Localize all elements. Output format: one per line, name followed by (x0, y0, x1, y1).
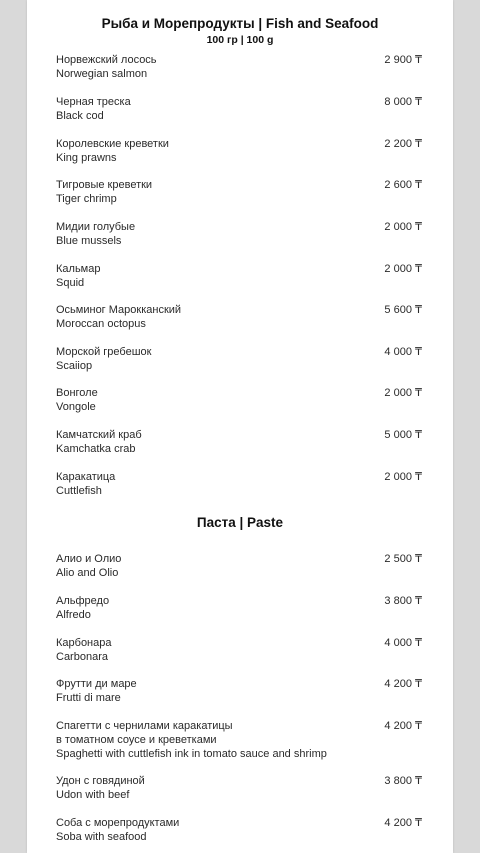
item-price: 5 600 ₸ (384, 304, 422, 316)
section-subtitle-portion: 100 гр | 100 g (206, 34, 274, 46)
menu-item-soba-seafood (56, 816, 422, 844)
item-price: 2 000 ₸ (384, 471, 422, 483)
item-name-en: Squid (56, 277, 85, 289)
item-price: 3 800 ₸ (384, 775, 422, 787)
section-title-pasta: Паста | Paste (196, 515, 284, 530)
item-name-ru-line2: в томатном соусе и креветками (56, 734, 217, 746)
item-name-ru: Кальмар (56, 263, 101, 275)
item-name-ru: Мидии голубые (56, 221, 136, 233)
item-name-ru: Каракатица (56, 471, 116, 483)
item-name-en: Blue mussels (56, 235, 122, 247)
item-name-ru: Камчатский краб (56, 429, 142, 441)
menu-item-black-cod (56, 95, 422, 123)
item-name-ru: Черная треска (56, 96, 131, 108)
item-name-ru: Альфредо (56, 595, 110, 607)
item-price: 2 200 ₸ (384, 138, 422, 150)
item-price: 5 000 ₸ (384, 429, 422, 441)
menu-item-alio-olio (56, 552, 422, 580)
menu-item-alfredo (56, 594, 422, 622)
item-name-en: Kamchatka crab (56, 443, 136, 455)
item-name-en: Scaiiop (56, 360, 93, 372)
item-price: 4 000 ₸ (384, 346, 422, 358)
item-name-en: Alio and Olio (56, 567, 119, 579)
item-price: 2 000 ₸ (384, 221, 422, 233)
item-price: 2 000 ₸ (384, 387, 422, 399)
item-name-ru: Соба с морепродуктами (56, 817, 180, 829)
menu-item-moroccan-octopus (56, 303, 422, 331)
menu-item-carbonara (56, 636, 422, 664)
menu-item-king-prawns (56, 137, 422, 165)
menu-item-norwegian-salmon (56, 53, 422, 81)
menu-item-blue-mussels (56, 220, 422, 248)
menu-page (27, 0, 453, 853)
item-price: 2 500 ₸ (384, 553, 422, 565)
item-name-en: Frutti di mare (56, 692, 121, 704)
menu-item-vongole (56, 386, 422, 414)
item-name-ru: Фрутти ди маре (56, 678, 137, 690)
item-name-ru: Алио и Олио (56, 553, 122, 565)
item-price: 4 200 ₸ (384, 817, 422, 829)
item-name-en: King prawns (56, 152, 117, 164)
item-name-ru: Удон с говядиной (56, 775, 145, 787)
menu-item-cuttlefish (56, 470, 422, 498)
item-price: 3 800 ₸ (384, 595, 422, 607)
menu-item-kamchatka-crab (56, 428, 422, 456)
item-name-en: Moroccan octopus (56, 318, 146, 330)
menu-item-scallop (56, 345, 422, 373)
menu-item-udon-beef (56, 774, 422, 802)
item-name-ru: Норвежский лосось (56, 54, 157, 66)
item-price: 4 200 ₸ (384, 720, 422, 732)
menu-item-spaghetti-cuttlefish-ink (56, 719, 422, 761)
item-name-en: Tiger chrimp (56, 193, 117, 205)
item-price: 8 000 ₸ (384, 96, 422, 108)
item-name-ru: Спагетти с чернилами каракатицы (56, 720, 233, 732)
item-name-en: Alfredo (56, 609, 91, 621)
item-name-en: Carbonara (56, 651, 108, 663)
item-name-en: Black cod (56, 110, 104, 122)
item-name-ru: Тигровые креветки (56, 179, 153, 191)
item-name-en: Udon with beef (56, 789, 130, 801)
item-name-en: Vongole (56, 401, 96, 413)
menu-item-squid (56, 262, 422, 290)
item-price: 2 900 ₸ (384, 54, 422, 66)
menu-item-tiger-shrimp (56, 178, 422, 206)
item-name-en: Soba with seafood (56, 831, 147, 843)
item-name-en: Norwegian salmon (56, 68, 148, 80)
item-name-ru: Королевские креветки (56, 138, 169, 150)
item-name-en: Cuttlefish (56, 485, 102, 497)
section-title-seafood: Рыба и Морепродукты | Fish and Seafood (101, 16, 379, 31)
item-name-en: Spaghetti with cuttlefish ink in tomato sauce and shrimp (56, 748, 327, 760)
item-price: 4 200 ₸ (384, 678, 422, 690)
item-price: 2 600 ₸ (384, 179, 422, 191)
item-name-ru: Карбонара (56, 637, 112, 649)
item-price: 4 000 ₸ (384, 637, 422, 649)
menu-item-frutti-di-mare (56, 677, 422, 705)
item-name-ru: Осьминог Марокканский (56, 304, 182, 316)
item-name-ru: Вонголе (56, 387, 98, 399)
item-name-ru: Морской гребешок (56, 346, 152, 358)
item-price: 2 000 ₸ (384, 263, 422, 275)
